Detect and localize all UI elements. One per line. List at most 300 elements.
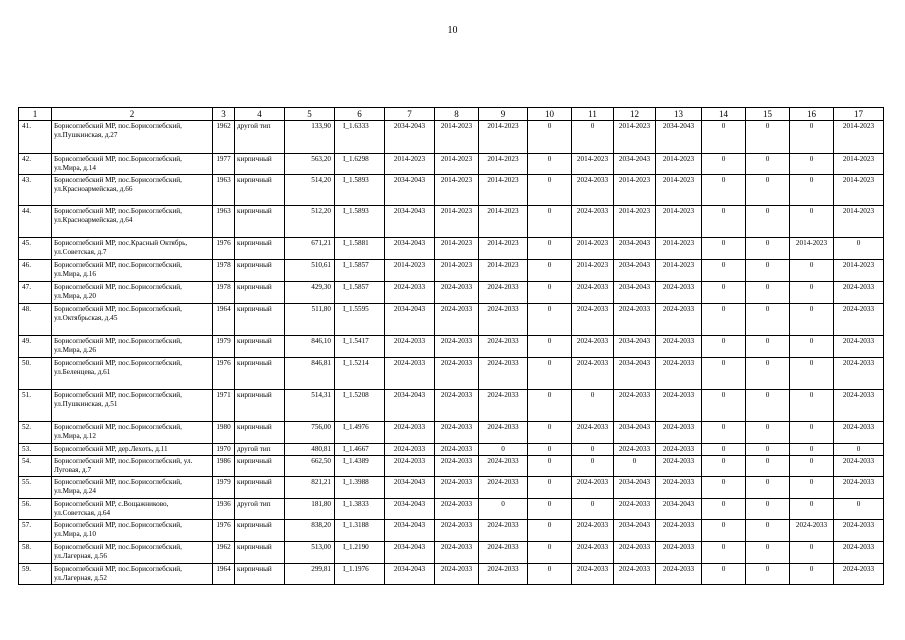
- column-header: 12: [614, 108, 656, 121]
- period-cell: 0: [790, 444, 834, 456]
- table-row: [19, 520, 884, 542]
- wall-material-cell: кирпичный: [235, 154, 285, 175]
- period-cell: 0: [528, 154, 572, 175]
- period-cell: 0: [834, 499, 884, 520]
- column-header: 8: [435, 108, 479, 121]
- period-cell: 0: [790, 358, 834, 390]
- period-cell: 2024-2033: [572, 520, 614, 542]
- period-cell: 2024-2033: [435, 542, 479, 564]
- column-header: 10: [528, 108, 572, 121]
- period-cell: 2024-2033: [435, 390, 479, 422]
- table-row: [19, 121, 884, 154]
- period-cell: 0: [746, 304, 790, 336]
- table-row: [19, 282, 884, 304]
- period-cell: 2014-2023: [385, 260, 435, 282]
- period-cell: 2034-2043: [385, 304, 435, 336]
- period-cell: 2014-2023: [656, 206, 702, 238]
- address-cell: Борисоглебский МР, пос.Борисоглебский, ул.Красноармейская, д.64: [52, 206, 213, 238]
- period-cell: 0: [746, 520, 790, 542]
- address-cell: Борисоглебский МР, пос.Борисоглебский, ул.Беленцева, д.61: [52, 358, 213, 390]
- period-cell: 2024-2033: [479, 477, 528, 499]
- index-cell: I_1.6333: [335, 121, 385, 154]
- row-number: 51.: [19, 390, 52, 422]
- year-cell: 1977: [213, 154, 235, 175]
- row-number: 43.: [19, 175, 52, 206]
- area-cell: 846,10: [285, 336, 335, 358]
- address-cell: Борисоглебский МР, с.Вощажниково, ул.Советская, д.64: [52, 499, 213, 520]
- period-cell: 2024-2033: [572, 358, 614, 390]
- period-cell: 2034-2043: [614, 477, 656, 499]
- area-cell: 756,00: [285, 422, 335, 444]
- period-cell: 2034-2043: [385, 520, 435, 542]
- period-cell: 0: [572, 456, 614, 477]
- period-cell: 2014-2023: [834, 154, 884, 175]
- address-cell: Борисоглебский МР, пос.Борисоглебский, ул.Лагерная, д.52: [52, 564, 213, 585]
- period-cell: 2034-2043: [385, 238, 435, 260]
- period-cell: 2014-2023: [656, 238, 702, 260]
- year-cell: 1979: [213, 477, 235, 499]
- column-header: 13: [656, 108, 702, 121]
- period-cell: 2014-2023: [479, 175, 528, 206]
- wall-material-cell: кирпичный: [235, 520, 285, 542]
- year-cell: 1979: [213, 336, 235, 358]
- table-row: [19, 422, 884, 444]
- period-cell: 2024-2033: [479, 456, 528, 477]
- period-cell: 2024-2033: [614, 444, 656, 456]
- period-cell: 2024-2033: [479, 390, 528, 422]
- table-row: [19, 564, 884, 585]
- period-cell: 2014-2023: [614, 175, 656, 206]
- area-cell: 513,00: [285, 542, 335, 564]
- area-cell: 429,30: [285, 282, 335, 304]
- column-header: 7: [385, 108, 435, 121]
- period-cell: 0: [702, 477, 746, 499]
- column-header: 15: [746, 108, 790, 121]
- area-cell: 133,90: [285, 121, 335, 154]
- wall-material-cell: кирпичный: [235, 336, 285, 358]
- period-cell: 2014-2023: [435, 175, 479, 206]
- period-cell: 2024-2033: [435, 564, 479, 585]
- period-cell: 2024-2033: [572, 542, 614, 564]
- period-cell: 2024-2033: [572, 422, 614, 444]
- period-cell: 2014-2023: [572, 154, 614, 175]
- row-number: 52.: [19, 422, 52, 444]
- column-header: 5: [285, 108, 335, 121]
- row-number: 59.: [19, 564, 52, 585]
- period-cell: 0: [746, 238, 790, 260]
- period-cell: 2024-2033: [834, 564, 884, 585]
- header-row: [19, 108, 884, 121]
- period-cell: 2024-2033: [656, 456, 702, 477]
- period-cell: 2024-2033: [435, 444, 479, 456]
- table-row: [19, 206, 884, 238]
- period-cell: 2014-2023: [479, 121, 528, 154]
- period-cell: 0: [702, 260, 746, 282]
- index-cell: I_1.5857: [335, 282, 385, 304]
- period-cell: 0: [702, 238, 746, 260]
- index-cell: I_1.4976: [335, 422, 385, 444]
- period-cell: 2024-2033: [385, 282, 435, 304]
- period-cell: 2024-2033: [572, 175, 614, 206]
- index-cell: I_1.3188: [335, 520, 385, 542]
- index-cell: I_1.2190: [335, 542, 385, 564]
- period-cell: 2024-2033: [656, 444, 702, 456]
- period-cell: 2034-2043: [614, 358, 656, 390]
- period-cell: 2024-2033: [656, 542, 702, 564]
- period-cell: 0: [790, 499, 834, 520]
- period-cell: 0: [479, 444, 528, 456]
- period-cell: 0: [702, 520, 746, 542]
- period-cell: 2034-2043: [614, 154, 656, 175]
- period-cell: 2034-2043: [385, 206, 435, 238]
- period-cell: 0: [834, 238, 884, 260]
- period-cell: 2024-2033: [479, 422, 528, 444]
- period-cell: 0: [528, 456, 572, 477]
- period-cell: 2014-2023: [572, 238, 614, 260]
- area-cell: 846,81: [285, 358, 335, 390]
- period-cell: 0: [479, 499, 528, 520]
- area-cell: 662,50: [285, 456, 335, 477]
- row-number: 47.: [19, 282, 52, 304]
- period-cell: 2024-2033: [656, 304, 702, 336]
- period-cell: 2034-2043: [385, 564, 435, 585]
- area-cell: 514,20: [285, 175, 335, 206]
- column-header: 6: [335, 108, 385, 121]
- address-cell: Борисоглебский МР, пос.Борисоглебский, ул.Мира, д.14: [52, 154, 213, 175]
- area-cell: 511,80: [285, 304, 335, 336]
- period-cell: 2024-2033: [435, 499, 479, 520]
- column-header: 4: [235, 108, 285, 121]
- index-cell: I_1.1976: [335, 564, 385, 585]
- wall-material-cell: другой тип: [235, 499, 285, 520]
- area-cell: 480,81: [285, 444, 335, 456]
- wall-material-cell: кирпичный: [235, 542, 285, 564]
- area-cell: 181,80: [285, 499, 335, 520]
- row-number: 55.: [19, 477, 52, 499]
- index-cell: I_1.3988: [335, 477, 385, 499]
- period-cell: 2024-2033: [385, 444, 435, 456]
- table-row: [19, 260, 884, 282]
- address-cell: Борисоглебский МР, пос.Борисоглебский, ул.Мира, д.20: [52, 282, 213, 304]
- index-cell: I_1.5881: [335, 238, 385, 260]
- address-cell: Борисоглебский МР, пос.Борисоглебский, ул.Мира, д.26: [52, 336, 213, 358]
- period-cell: 2024-2033: [572, 282, 614, 304]
- period-cell: 2014-2023: [834, 206, 884, 238]
- period-cell: 2024-2033: [479, 520, 528, 542]
- period-cell: 2024-2033: [479, 358, 528, 390]
- period-cell: 0: [746, 456, 790, 477]
- period-cell: 0: [746, 444, 790, 456]
- period-cell: 2024-2033: [572, 206, 614, 238]
- period-cell: 2034-2043: [656, 499, 702, 520]
- index-cell: I_1.4389: [335, 456, 385, 477]
- wall-material-cell: кирпичный: [235, 175, 285, 206]
- period-cell: 2024-2033: [656, 520, 702, 542]
- period-cell: 0: [528, 304, 572, 336]
- column-header: 3: [213, 108, 235, 121]
- period-cell: 2024-2033: [435, 358, 479, 390]
- address-cell: Борисоглебский МР, пос.Борисоглебский, ул. Луговая, д.7: [52, 456, 213, 477]
- period-cell: 0: [702, 390, 746, 422]
- period-cell: 0: [572, 499, 614, 520]
- column-header: 1: [19, 108, 52, 121]
- period-cell: 2024-2033: [834, 477, 884, 499]
- period-cell: 2014-2023: [656, 260, 702, 282]
- period-cell: 2014-2023: [435, 154, 479, 175]
- period-cell: 0: [746, 206, 790, 238]
- table-row: [19, 542, 884, 564]
- table-row: [19, 477, 884, 499]
- period-cell: 0: [528, 520, 572, 542]
- period-cell: 0: [702, 564, 746, 585]
- table-row: [19, 154, 884, 175]
- period-cell: 2024-2033: [834, 422, 884, 444]
- area-cell: 671,21: [285, 238, 335, 260]
- table-row: [19, 336, 884, 358]
- period-cell: 0: [790, 121, 834, 154]
- table-row: [19, 456, 884, 477]
- period-cell: 2014-2023: [435, 260, 479, 282]
- period-cell: 0: [790, 154, 834, 175]
- row-number: 56.: [19, 499, 52, 520]
- period-cell: 0: [528, 390, 572, 422]
- period-cell: 0: [702, 154, 746, 175]
- period-cell: 2024-2033: [614, 564, 656, 585]
- period-cell: 2024-2033: [572, 564, 614, 585]
- period-cell: 2034-2043: [614, 336, 656, 358]
- period-cell: 0: [790, 206, 834, 238]
- period-cell: 2024-2033: [656, 390, 702, 422]
- period-cell: 2024-2033: [572, 336, 614, 358]
- period-cell: 2024-2033: [435, 477, 479, 499]
- address-cell: Борисоглебский МР, дер.Лехоть, д.11: [52, 444, 213, 456]
- period-cell: 0: [572, 121, 614, 154]
- year-cell: 1964: [213, 564, 235, 585]
- period-cell: 0: [746, 542, 790, 564]
- period-cell: 2014-2023: [385, 154, 435, 175]
- wall-material-cell: другой тип: [235, 444, 285, 456]
- period-cell: 2024-2033: [479, 282, 528, 304]
- period-cell: 0: [528, 564, 572, 585]
- period-cell: 0: [528, 282, 572, 304]
- period-cell: 2034-2043: [614, 520, 656, 542]
- period-cell: 0: [702, 542, 746, 564]
- period-cell: 2024-2033: [385, 422, 435, 444]
- period-cell: 2034-2043: [614, 282, 656, 304]
- wall-material-cell: кирпичный: [235, 390, 285, 422]
- period-cell: 0: [528, 336, 572, 358]
- period-cell: 0: [702, 444, 746, 456]
- index-cell: I_1.5893: [335, 206, 385, 238]
- period-cell: 0: [790, 175, 834, 206]
- period-cell: 2034-2043: [385, 390, 435, 422]
- period-cell: 2024-2033: [834, 336, 884, 358]
- row-number: 45.: [19, 238, 52, 260]
- table-row: [19, 358, 884, 390]
- year-cell: 1962: [213, 121, 235, 154]
- index-cell: I_1.5595: [335, 304, 385, 336]
- index-cell: I_1.4667: [335, 444, 385, 456]
- period-cell: 2024-2033: [572, 477, 614, 499]
- year-cell: 1964: [213, 304, 235, 336]
- period-cell: 0: [528, 444, 572, 456]
- table-row: [19, 444, 884, 456]
- period-cell: 2024-2033: [479, 336, 528, 358]
- period-cell: 2024-2033: [834, 542, 884, 564]
- period-cell: 2034-2043: [385, 121, 435, 154]
- period-cell: 2024-2033: [435, 336, 479, 358]
- period-cell: 2014-2023: [614, 121, 656, 154]
- period-cell: 2014-2023: [435, 206, 479, 238]
- period-cell: 2024-2033: [435, 422, 479, 444]
- index-cell: I_1.6298: [335, 154, 385, 175]
- wall-material-cell: кирпичный: [235, 304, 285, 336]
- index-cell: I_1.5214: [335, 358, 385, 390]
- address-cell: Борисоглебский МР, пос.Красный Октябрь, ул.Советская, д.7: [52, 238, 213, 260]
- period-cell: 2014-2023: [435, 238, 479, 260]
- period-cell: 2024-2033: [834, 390, 884, 422]
- period-cell: 2014-2023: [656, 175, 702, 206]
- period-cell: 0: [746, 422, 790, 444]
- row-number: 49.: [19, 336, 52, 358]
- period-cell: 0: [746, 336, 790, 358]
- period-cell: 2014-2023: [479, 154, 528, 175]
- wall-material-cell: кирпичный: [235, 358, 285, 390]
- period-cell: 2024-2033: [656, 564, 702, 585]
- area-cell: 514,31: [285, 390, 335, 422]
- year-cell: 1978: [213, 260, 235, 282]
- table-row: [19, 499, 884, 520]
- wall-material-cell: кирпичный: [235, 477, 285, 499]
- period-cell: 2024-2033: [479, 542, 528, 564]
- year-cell: 1980: [213, 422, 235, 444]
- address-cell: Борисоглебский МР, пос.Борисоглебский, ул.Мира, д.12: [52, 422, 213, 444]
- column-header: 14: [702, 108, 746, 121]
- period-cell: 0: [702, 121, 746, 154]
- period-cell: 0: [790, 390, 834, 422]
- address-cell: Борисоглебский МР, пос.Борисоглебский, ул.Мира, д.24: [52, 477, 213, 499]
- period-cell: 0: [572, 444, 614, 456]
- index-cell: I_1.5857: [335, 260, 385, 282]
- period-cell: 2024-2033: [614, 499, 656, 520]
- column-header: 16: [790, 108, 834, 121]
- address-cell: Борисоглебский МР, пос.Борисоглебский, ул.Красноармейская, д.66: [52, 175, 213, 206]
- period-cell: 0: [746, 260, 790, 282]
- period-cell: 0: [702, 336, 746, 358]
- period-cell: 2024-2033: [656, 336, 702, 358]
- period-cell: 0: [746, 121, 790, 154]
- period-cell: 2024-2033: [435, 304, 479, 336]
- period-cell: 0: [834, 444, 884, 456]
- period-cell: 0: [746, 154, 790, 175]
- period-cell: 2014-2023: [435, 121, 479, 154]
- period-cell: 0: [790, 304, 834, 336]
- table-row: [19, 390, 884, 422]
- wall-material-cell: кирпичный: [235, 456, 285, 477]
- row-number: 44.: [19, 206, 52, 238]
- period-cell: 2024-2033: [614, 542, 656, 564]
- period-cell: 2034-2043: [614, 260, 656, 282]
- period-cell: 2034-2043: [385, 477, 435, 499]
- year-cell: 1962: [213, 542, 235, 564]
- period-cell: 0: [528, 175, 572, 206]
- period-cell: 0: [528, 477, 572, 499]
- period-cell: 0: [702, 358, 746, 390]
- period-cell: 0: [528, 238, 572, 260]
- area-cell: 563,20: [285, 154, 335, 175]
- period-cell: 2014-2023: [479, 206, 528, 238]
- year-cell: 1970: [213, 444, 235, 456]
- row-number: 50.: [19, 358, 52, 390]
- index-cell: I_1.5893: [335, 175, 385, 206]
- period-cell: 2034-2043: [385, 542, 435, 564]
- period-cell: 0: [702, 175, 746, 206]
- table-row: [19, 175, 884, 206]
- period-cell: 0: [790, 422, 834, 444]
- period-cell: 0: [790, 260, 834, 282]
- wall-material-cell: другой тип: [235, 121, 285, 154]
- period-cell: 0: [528, 206, 572, 238]
- period-cell: 0: [790, 282, 834, 304]
- year-cell: 1976: [213, 520, 235, 542]
- table-row: [19, 238, 884, 260]
- period-cell: 0: [746, 390, 790, 422]
- period-cell: 2024-2033: [572, 304, 614, 336]
- area-cell: 510,61: [285, 260, 335, 282]
- area-cell: 299,81: [285, 564, 335, 585]
- period-cell: 2024-2033: [479, 564, 528, 585]
- year-cell: 1971: [213, 390, 235, 422]
- period-cell: 2024-2033: [834, 282, 884, 304]
- area-cell: 838,20: [285, 520, 335, 542]
- repair-schedule-table: [18, 107, 884, 585]
- year-cell: 1978: [213, 282, 235, 304]
- area-cell: 821,21: [285, 477, 335, 499]
- period-cell: 2024-2033: [790, 520, 834, 542]
- year-cell: 1963: [213, 206, 235, 238]
- period-cell: 0: [746, 282, 790, 304]
- row-number: 42.: [19, 154, 52, 175]
- period-cell: 2014-2023: [834, 175, 884, 206]
- period-cell: 2014-2023: [572, 260, 614, 282]
- row-number: 54.: [19, 456, 52, 477]
- period-cell: 2014-2023: [834, 260, 884, 282]
- period-cell: 2024-2033: [614, 304, 656, 336]
- row-number: 58.: [19, 542, 52, 564]
- period-cell: 0: [614, 456, 656, 477]
- year-cell: 1963: [213, 175, 235, 206]
- row-number: 53.: [19, 444, 52, 456]
- period-cell: 0: [528, 260, 572, 282]
- period-cell: 2024-2033: [479, 304, 528, 336]
- period-cell: 0: [790, 477, 834, 499]
- period-cell: 2024-2033: [656, 422, 702, 444]
- row-number: 46.: [19, 260, 52, 282]
- period-cell: 2014-2023: [656, 154, 702, 175]
- period-cell: 2024-2033: [656, 282, 702, 304]
- period-cell: 0: [746, 477, 790, 499]
- address-cell: Борисоглебский МР, пос.Борисоглебский, ул.Лагерная, д.56: [52, 542, 213, 564]
- period-cell: 2034-2043: [614, 422, 656, 444]
- period-cell: 0: [528, 422, 572, 444]
- year-cell: 1976: [213, 358, 235, 390]
- period-cell: 2014-2023: [614, 206, 656, 238]
- period-cell: 2034-2043: [656, 121, 702, 154]
- period-cell: 2024-2033: [435, 282, 479, 304]
- page-number: 10: [447, 25, 458, 36]
- period-cell: 2014-2023: [790, 238, 834, 260]
- period-cell: 2024-2033: [834, 358, 884, 390]
